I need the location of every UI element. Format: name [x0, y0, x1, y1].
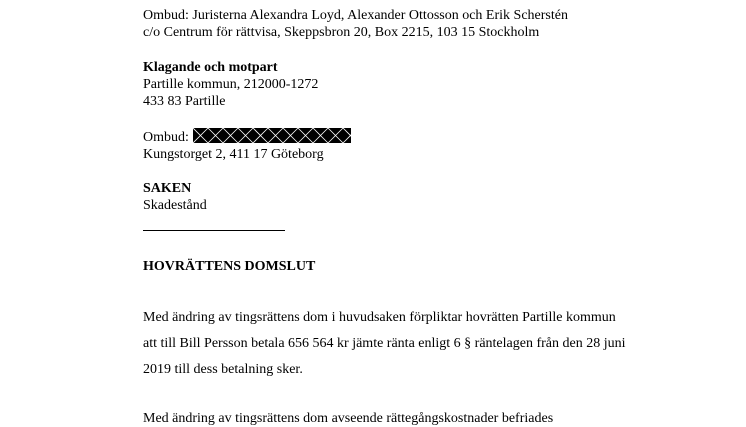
klagande-address: 433 83 Partille — [143, 94, 226, 109]
saken-heading: SAKEN — [143, 181, 192, 196]
ombud-line-1: Ombud: Juristerna Alexandra Loyd, Alexander Ottosson och Erik Scherstén — [143, 8, 568, 23]
klagande-heading: Klagande och motpart — [143, 60, 278, 75]
redacted-name-box — [193, 128, 351, 143]
domslut-line-1: Med ändring av tingsrättens dom i huvudsaken förpliktar hovrätten Partille kommun — [143, 310, 616, 325]
domslut-line-2: att till Bill Persson betala 656 564 kr jämte ränta enligt 6 § räntelagen från den 28 juni — [143, 336, 626, 351]
klagande-name: Partille kommun, 212000-1272 — [143, 77, 319, 92]
redaction-pattern-icon — [193, 128, 351, 143]
ombud-second-label: Ombud: — [143, 130, 189, 145]
domslut-heading: HOVRÄTTENS DOMSLUT — [143, 259, 316, 274]
domslut-line-4: Med ändring av tingsrättens dom avseende rättegångskostnader befriades — [143, 411, 554, 426]
section-divider — [143, 230, 285, 231]
domslut-line-3: 2019 till dess betalning sker. — [143, 362, 303, 377]
ombud-second-address: Kungstorget 2, 411 17 Göteborg — [143, 147, 324, 162]
saken-value: Skadestånd — [143, 198, 207, 213]
document-page — [143, 0, 723, 426]
ombud-line-2: c/o Centrum för rättvisa, Skeppsbron 20, Box 2215, 103 15 Stockholm — [143, 25, 540, 40]
ombud-second-line — [143, 126, 351, 146]
